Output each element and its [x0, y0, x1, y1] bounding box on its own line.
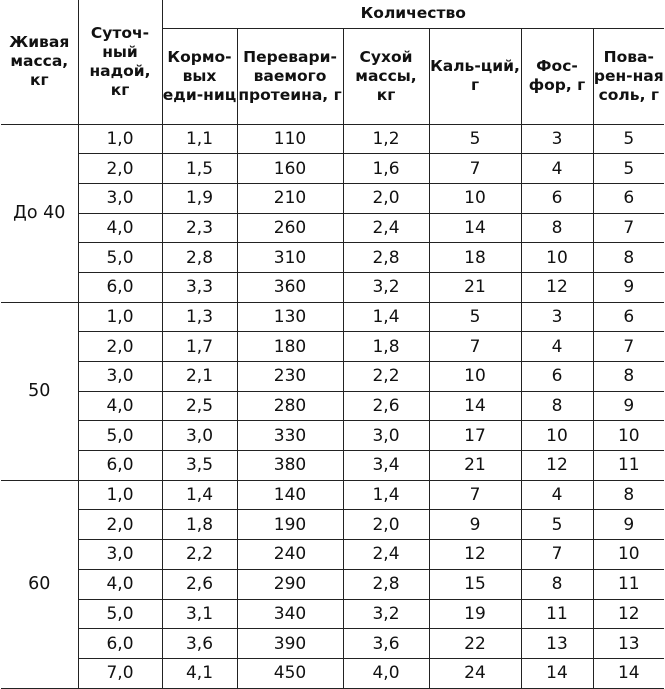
nutrition-norms-table [1, 0, 664, 689]
cell-phosphorus: 12 [521, 272, 593, 302]
cell-daily-milk: 1,0 [78, 480, 162, 510]
cell-protein: 290 [237, 569, 343, 599]
header-dry-matter: Сухой массы, кг [343, 28, 429, 124]
table-row [1, 421, 664, 451]
cell-protein: 140 [237, 480, 343, 510]
cell-calcium: 24 [429, 658, 521, 688]
cell-dry-matter: 1,6 [343, 154, 429, 184]
cell-salt: 12 [593, 599, 664, 629]
table-row [1, 213, 664, 243]
table-row [1, 540, 664, 570]
cell-protein: 130 [237, 302, 343, 332]
cell-phosphorus: 5 [521, 510, 593, 540]
cell-protein: 110 [237, 124, 343, 154]
header-calcium: Каль-ций, г [429, 28, 521, 124]
cell-phosphorus: 8 [521, 213, 593, 243]
cell-dry-matter: 2,8 [343, 569, 429, 599]
cell-feed-units: 2,3 [162, 213, 237, 243]
cell-dry-matter: 1,4 [343, 480, 429, 510]
cell-phosphorus: 6 [521, 183, 593, 213]
cell-daily-milk: 2,0 [78, 510, 162, 540]
cell-protein: 160 [237, 154, 343, 184]
header-protein: Перевари-ваемого протеина, г [237, 28, 343, 124]
cell-feed-units: 3,5 [162, 451, 237, 481]
cell-salt: 10 [593, 540, 664, 570]
cell-salt: 8 [593, 480, 664, 510]
cell-feed-units: 1,3 [162, 302, 237, 332]
cell-daily-milk: 1,0 [78, 302, 162, 332]
cell-dry-matter: 4,0 [343, 658, 429, 688]
cell-feed-units: 3,6 [162, 629, 237, 659]
table-row [1, 480, 664, 510]
table-row [1, 362, 664, 392]
cell-calcium: 5 [429, 302, 521, 332]
cell-protein: 210 [237, 183, 343, 213]
table-row [1, 302, 664, 332]
cell-salt: 10 [593, 421, 664, 451]
cell-calcium: 15 [429, 569, 521, 599]
cell-feed-units: 2,8 [162, 243, 237, 273]
header-feed-units: Кормо-вых еди-ниц [162, 28, 237, 124]
header-quantity: Количество [162, 0, 664, 28]
table-row [1, 510, 664, 540]
cell-dry-matter: 2,4 [343, 540, 429, 570]
header-salt: Пова-рен-ная соль, г [593, 28, 664, 124]
cell-salt: 8 [593, 362, 664, 392]
table-row [1, 599, 664, 629]
cell-salt: 9 [593, 272, 664, 302]
cell-calcium: 14 [429, 213, 521, 243]
header-daily-milk: Суточ-ный надой, кг [78, 0, 162, 124]
cell-dry-matter: 3,2 [343, 599, 429, 629]
cell-phosphorus: 11 [521, 599, 593, 629]
cell-daily-milk: 1,0 [78, 124, 162, 154]
cell-dry-matter: 3,0 [343, 421, 429, 451]
cell-salt: 5 [593, 124, 664, 154]
table-row [1, 332, 664, 362]
cell-daily-milk: 6,0 [78, 272, 162, 302]
cell-feed-units: 4,1 [162, 658, 237, 688]
cell-phosphorus: 3 [521, 124, 593, 154]
cell-daily-milk: 4,0 [78, 391, 162, 421]
cell-salt: 6 [593, 302, 664, 332]
group-label-live-mass: 50 [1, 302, 78, 480]
cell-dry-matter: 2,2 [343, 362, 429, 392]
header-live-mass: Живая масса, кг [1, 0, 78, 124]
header-phosphorus: Фос-фор, г [521, 28, 593, 124]
cell-feed-units: 3,3 [162, 272, 237, 302]
cell-feed-units: 2,1 [162, 362, 237, 392]
cell-calcium: 19 [429, 599, 521, 629]
table-header [1, 0, 664, 124]
cell-phosphorus: 13 [521, 629, 593, 659]
cell-dry-matter: 2,0 [343, 510, 429, 540]
cell-phosphorus: 10 [521, 421, 593, 451]
cell-salt: 11 [593, 451, 664, 481]
cell-calcium: 17 [429, 421, 521, 451]
cell-protein: 310 [237, 243, 343, 273]
cell-feed-units: 1,1 [162, 124, 237, 154]
cell-phosphorus: 4 [521, 332, 593, 362]
cell-feed-units: 2,2 [162, 540, 237, 570]
cell-phosphorus: 8 [521, 391, 593, 421]
cell-dry-matter: 3,6 [343, 629, 429, 659]
cell-calcium: 5 [429, 124, 521, 154]
cell-feed-units: 1,7 [162, 332, 237, 362]
cell-daily-milk: 4,0 [78, 569, 162, 599]
cell-dry-matter: 2,8 [343, 243, 429, 273]
cell-daily-milk: 5,0 [78, 243, 162, 273]
table-row [1, 569, 664, 599]
cell-phosphorus: 4 [521, 154, 593, 184]
cell-dry-matter: 1,2 [343, 124, 429, 154]
cell-calcium: 18 [429, 243, 521, 273]
cell-salt: 7 [593, 332, 664, 362]
cell-phosphorus: 8 [521, 569, 593, 599]
cell-calcium: 21 [429, 451, 521, 481]
cell-protein: 330 [237, 421, 343, 451]
cell-dry-matter: 2,6 [343, 391, 429, 421]
cell-calcium: 10 [429, 183, 521, 213]
table-row [1, 272, 664, 302]
cell-dry-matter: 3,4 [343, 451, 429, 481]
cell-feed-units: 3,0 [162, 421, 237, 451]
cell-daily-milk: 4,0 [78, 213, 162, 243]
table-body [1, 124, 664, 688]
cell-protein: 180 [237, 332, 343, 362]
group-label-live-mass: 60 [1, 480, 78, 688]
cell-dry-matter: 3,2 [343, 272, 429, 302]
cell-feed-units: 2,5 [162, 391, 237, 421]
cell-calcium: 21 [429, 272, 521, 302]
cell-phosphorus: 3 [521, 302, 593, 332]
cell-protein: 280 [237, 391, 343, 421]
table-row [1, 451, 664, 481]
cell-calcium: 7 [429, 332, 521, 362]
cell-daily-milk: 3,0 [78, 362, 162, 392]
cell-calcium: 9 [429, 510, 521, 540]
cell-feed-units: 2,6 [162, 569, 237, 599]
cell-protein: 340 [237, 599, 343, 629]
cell-protein: 360 [237, 272, 343, 302]
table-row [1, 124, 664, 154]
cell-dry-matter: 1,8 [343, 332, 429, 362]
cell-salt: 11 [593, 569, 664, 599]
cell-protein: 450 [237, 658, 343, 688]
table-row [1, 658, 664, 688]
cell-daily-milk: 5,0 [78, 599, 162, 629]
cell-daily-milk: 3,0 [78, 183, 162, 213]
group-label-live-mass: До 40 [1, 124, 78, 302]
cell-feed-units: 1,8 [162, 510, 237, 540]
cell-salt: 7 [593, 213, 664, 243]
cell-phosphorus: 4 [521, 480, 593, 510]
cell-daily-milk: 2,0 [78, 154, 162, 184]
cell-salt: 9 [593, 391, 664, 421]
cell-protein: 380 [237, 451, 343, 481]
cell-calcium: 7 [429, 154, 521, 184]
cell-phosphorus: 7 [521, 540, 593, 570]
cell-calcium: 7 [429, 480, 521, 510]
cell-salt: 9 [593, 510, 664, 540]
cell-dry-matter: 2,0 [343, 183, 429, 213]
table-row [1, 629, 664, 659]
cell-feed-units: 1,9 [162, 183, 237, 213]
cell-phosphorus: 14 [521, 658, 593, 688]
cell-salt: 6 [593, 183, 664, 213]
cell-salt: 5 [593, 154, 664, 184]
cell-daily-milk: 3,0 [78, 540, 162, 570]
cell-feed-units: 1,4 [162, 480, 237, 510]
cell-protein: 230 [237, 362, 343, 392]
cell-feed-units: 1,5 [162, 154, 237, 184]
cell-protein: 240 [237, 540, 343, 570]
cell-dry-matter: 1,4 [343, 302, 429, 332]
cell-protein: 390 [237, 629, 343, 659]
cell-calcium: 10 [429, 362, 521, 392]
cell-daily-milk: 5,0 [78, 421, 162, 451]
cell-phosphorus: 10 [521, 243, 593, 273]
table-row [1, 154, 664, 184]
cell-salt: 14 [593, 658, 664, 688]
cell-feed-units: 3,1 [162, 599, 237, 629]
cell-salt: 8 [593, 243, 664, 273]
cell-calcium: 14 [429, 391, 521, 421]
cell-daily-milk: 7,0 [78, 658, 162, 688]
cell-dry-matter: 2,4 [343, 213, 429, 243]
cell-phosphorus: 6 [521, 362, 593, 392]
cell-protein: 190 [237, 510, 343, 540]
cell-calcium: 22 [429, 629, 521, 659]
cell-phosphorus: 12 [521, 451, 593, 481]
table-row [1, 183, 664, 213]
table-row [1, 391, 664, 421]
cell-salt: 13 [593, 629, 664, 659]
table-row [1, 243, 664, 273]
cell-daily-milk: 2,0 [78, 332, 162, 362]
cell-protein: 260 [237, 213, 343, 243]
cell-daily-milk: 6,0 [78, 451, 162, 481]
cell-daily-milk: 6,0 [78, 629, 162, 659]
cell-calcium: 12 [429, 540, 521, 570]
